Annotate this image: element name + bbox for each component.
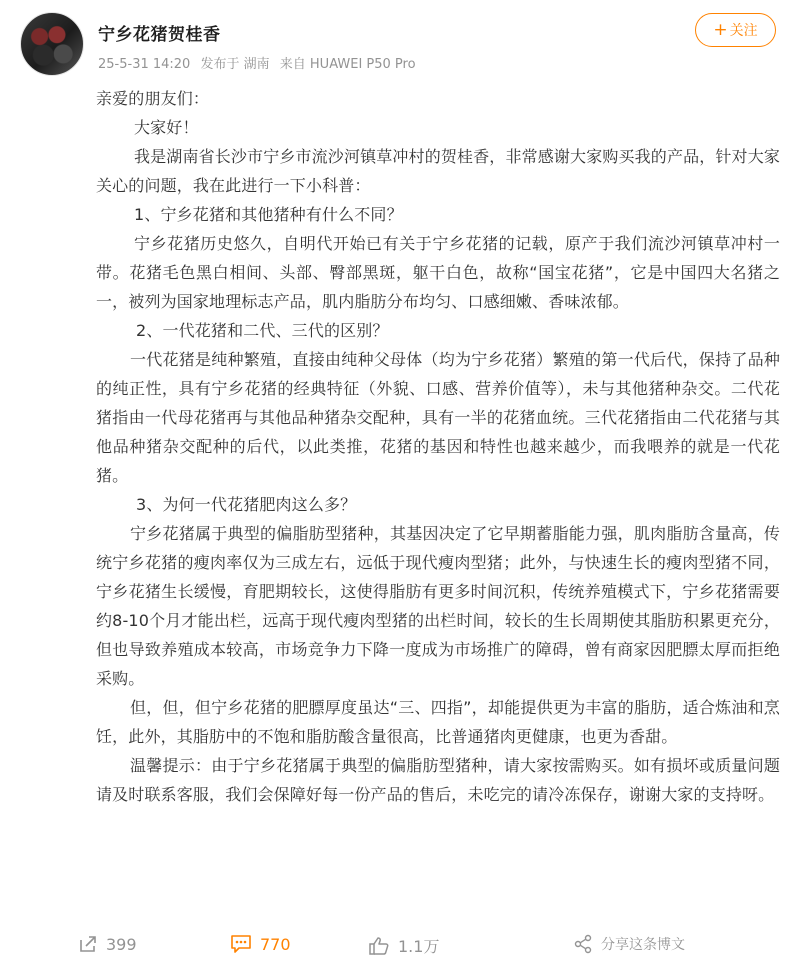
thumbs-up-icon [368,936,390,956]
post-heading: 2、一代花猪和二代、三代的区别？ [136,321,389,340]
share-label: 分享这条博文 [601,937,685,953]
post-body [96,84,780,809]
comment-button[interactable] [230,934,291,954]
post-device: 来自 HUAWEI P50 Pro [279,57,416,72]
comment-count: 770 [260,934,291,954]
post-heading: 3、为何一代花猪肥肉这么多？ [136,495,357,514]
post-paragraph: 一代花猪是纯种繁殖，直接由纯种父母体（均为宁乡花猪）繁殖的第一代后代，保持了品种的纯正性，具有宁乡花猪的经典特征（外貌、口感、营养价值等），未与其他猪种杂交。二代花猪指由一代母花猪再与其他品种猪杂交配种，具有一半的花猪血统。三代花猪指由二代花猪与其他品种猪杂交配种的后代，以此类推，花猪的基因和特性也越来越少，而我喂养的就是一代花猪。 [96,350,780,485]
post-header [0,0,795,82]
repost-icon [78,934,98,954]
post-paragraph: 温馨提示：由于宁乡花猪属于典型的偏脂肪型猪种，请大家按需购买。如有损坏或质量问题请及时联系客服，我们会保障好每一份产品的售后，未吃完的请冷冻保存，谢谢大家的支持呀。 [96,756,780,804]
author-name[interactable]: 宁乡花猪贺桂香 [98,25,221,45]
post-paragraph: 但，但，但宁乡花猪的肥膘厚度虽达“三、四指”，却能提供更为丰富的脂肪，适合炼油和烹饪，此外，其脂肪中的不饱和脂肪酸含量很高，比普通猪肉更健康，也更为香甜。 [96,698,780,746]
share-icon [573,934,593,954]
repost-count: 399 [106,934,137,954]
post-paragraph: 大家好！ [134,118,199,137]
post-paragraph: 宁乡花猪属于典型的偏脂肪型猪种，其基因决定了它早期蓄脂能力强，肌肉脂肪含量高，传统宁乡花猪的瘦肉率仅为三成左右，远低于现代瘦肉型猪；此外，与快速生长的瘦肉型猪不同，宁乡花猪生长缓慢，育肥期较长，这使得脂肪有更多时间沉积，传统养殖模式下，宁乡花猪需要约8-10个月才能出栏，远高于现代瘦肉型猪的出栏时间，较长的生长周期使其脂肪积累更充分，但也导致养殖成本较高，市场竞争力下降一度成为市场推广的障碍，曾有商家因肥膘太厚而拒绝采购。 [96,524,780,688]
like-count: 1.1万 [398,937,440,956]
action-bar [0,928,795,965]
post-meta [98,53,422,72]
follow-button[interactable] [695,13,776,47]
avatar[interactable] [20,12,84,76]
repost-button[interactable] [78,934,137,954]
post-paragraph: 我是湖南省长沙市宁乡市流沙河镇草冲村的贺桂香，非常感谢大家购买我的产品，针对大家关心的问题，我在此进行一下小科普： [96,147,781,195]
post-location: 发布于 湖南 [200,57,270,72]
post-time[interactable]: 25-5-31 14:20 [98,57,191,72]
like-button[interactable] [368,934,439,957]
post-paragraph: 亲爱的朋友们： [96,89,210,108]
share-button[interactable] [573,934,685,954]
follow-label: 关注 [729,23,758,39]
comment-icon [230,934,252,954]
post-heading: 1、宁乡花猪和其他猪种有什么不同？ [134,205,403,224]
post-paragraph: 宁乡花猪历史悠久，自明代开始已有关于宁乡花猪的记载，原产于我们流沙河镇草冲村一带。花猪毛色黑白相间、头部、臀部黑斑，躯干白色，故称“国宝花猪”，它是中国四大名猪之一，被列为国家地理标志产品，肌内脂肪分布均匀、口感细嫩、香味浓郁。 [96,234,780,311]
plus-icon: + [713,19,728,40]
